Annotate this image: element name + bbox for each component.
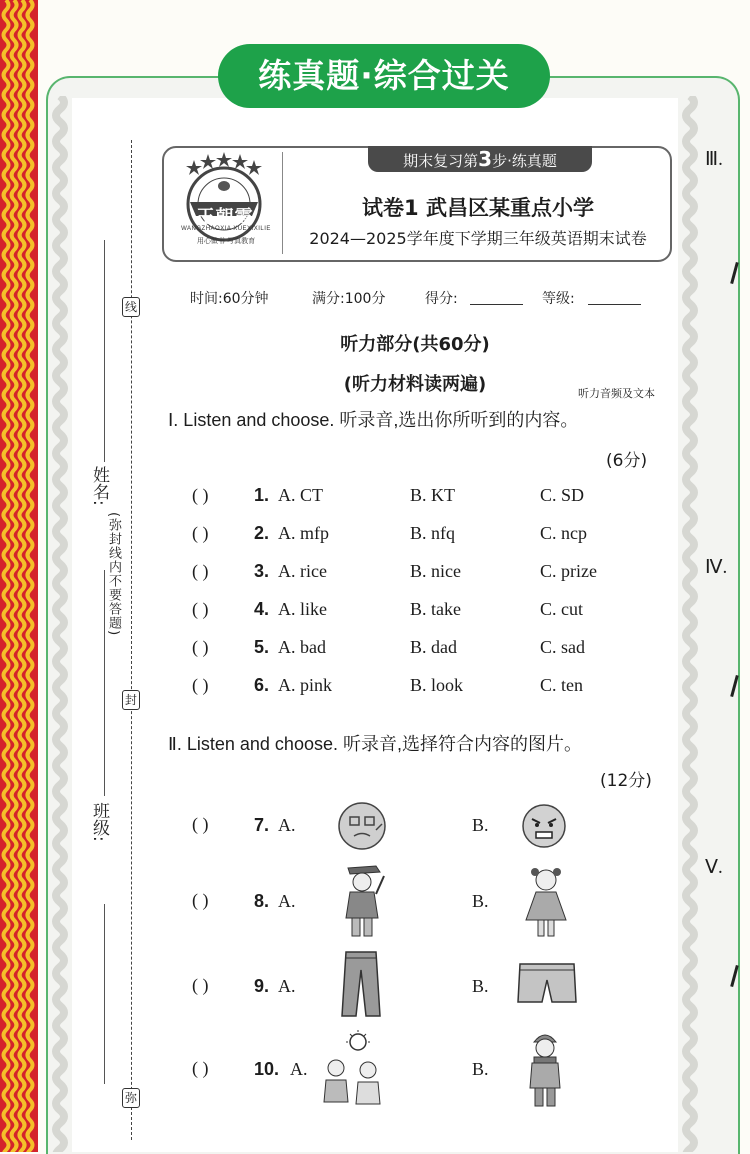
class-field[interactable]: [104, 570, 105, 796]
tab-suffix: 步·练真题: [492, 152, 557, 170]
option-a: A.: [278, 976, 296, 996]
answer-paren[interactable]: ( ): [192, 599, 209, 619]
answer-paren[interactable]: ( ): [192, 890, 209, 910]
option-b: B. look: [410, 675, 464, 695]
part1-heading: Ⅰ. Listen and choose. 听录音,选出你所听到的内容。: [168, 410, 579, 430]
time-label: 时间:60分钟: [190, 291, 269, 307]
part-marker-4: Ⅳ.: [705, 557, 728, 578]
question-number: 6.: [254, 675, 270, 695]
seam-mi-mark: 弥: [122, 1088, 140, 1108]
decorative-ribbon: [0, 0, 38, 1152]
option-b: B. nice: [410, 561, 461, 581]
question-number: 2.: [254, 523, 270, 543]
score-label: 得分:: [425, 291, 458, 307]
option-a: A. mfp: [278, 523, 329, 543]
logo-slogan: 用心做书 写真教育: [196, 237, 256, 245]
trousers-picture: [338, 950, 384, 1020]
right-wavy-edge: [678, 96, 702, 1152]
logo-ring-text: WANGZHAOXIA XUEXIXILIE: [181, 226, 271, 232]
option-b: B.: [472, 891, 489, 911]
audio-text-link[interactable]: 听力音频及文本: [578, 387, 655, 400]
option-c: C. prize: [540, 561, 597, 581]
option-c: C. ten: [540, 675, 583, 695]
option-a: A.: [278, 815, 296, 835]
option-a: A. rice: [278, 561, 327, 581]
seam-seal-mark: 封: [122, 690, 140, 710]
question-number: 8.: [254, 891, 270, 911]
question-number: 4.: [254, 599, 270, 619]
answer-paren[interactable]: ( ): [192, 561, 209, 581]
name-label: 姓名:: [89, 466, 109, 506]
grade-field[interactable]: [588, 304, 641, 305]
boy-costume-picture: [340, 862, 386, 942]
left-wavy-edge: [48, 96, 72, 1152]
option-a: A. pink: [278, 675, 332, 695]
option-a: A. bad: [278, 637, 326, 657]
question-number: 3.: [254, 561, 270, 581]
option-b: B.: [472, 976, 489, 996]
binding-dashed-line: [131, 140, 132, 1140]
answer-paren[interactable]: ( ): [192, 975, 209, 995]
question-number: 7.: [254, 815, 270, 835]
score-field[interactable]: [470, 304, 523, 305]
option-c: C. sad: [540, 637, 585, 657]
shorts-picture: [516, 962, 578, 1006]
option-a: A.: [278, 891, 296, 911]
section-banner: 练真题·综合过关: [218, 44, 550, 108]
review-step-tab: [368, 146, 592, 172]
option-c: C. ncp: [540, 523, 587, 543]
option-a: A. like: [278, 599, 327, 619]
answer-paren[interactable]: ( ): [192, 675, 209, 695]
answer-paren[interactable]: ( ): [192, 814, 209, 834]
listening-note: (听力材料读两遍): [343, 374, 487, 395]
angry-face-picture: [520, 802, 568, 850]
sick-face-picture: [336, 800, 388, 852]
header-divider: [282, 152, 283, 254]
part-marker-3: Ⅲ.: [705, 149, 723, 170]
option-b: B. KT: [410, 485, 455, 505]
question-number: 5.: [254, 637, 270, 657]
paper-subtitle: 2024—2025学年度下学期三年级英语期末试卷: [309, 229, 647, 248]
option-a: A.: [290, 1059, 308, 1079]
question-number: 1.: [254, 485, 270, 505]
logo-name: 王朝霞: [196, 207, 254, 228]
cold-weather-kid-picture: [524, 1030, 566, 1110]
tab-step: 3: [478, 147, 493, 171]
paper-title: 试卷1 武昌区某重点小学: [362, 196, 594, 220]
tab-prefix: 期末复习第: [403, 152, 479, 170]
answer-paren[interactable]: ( ): [192, 637, 209, 657]
girl-dress-picture: [522, 864, 570, 944]
part-marker-5: Ⅴ.: [705, 857, 723, 878]
full-score-label: 满分:100分: [312, 291, 386, 307]
part1-score: (6分): [606, 451, 648, 471]
answer-paren[interactable]: ( ): [192, 485, 209, 505]
answer-paren[interactable]: ( ): [192, 523, 209, 543]
extra-field-line: [104, 904, 105, 1084]
option-b: B. dad: [410, 637, 457, 657]
class-label: 班级:: [89, 802, 109, 842]
question-number: 10.: [254, 1059, 280, 1079]
option-c: C. SD: [540, 485, 585, 505]
part2-heading: Ⅱ. Listen and choose. 听录音,选择符合内容的图片。: [168, 734, 582, 754]
grade-label: 等级:: [542, 291, 575, 307]
part2-score: (12分): [600, 771, 652, 791]
seam-line-mark: 线: [122, 297, 140, 317]
option-a: A. CT: [278, 485, 323, 505]
option-b: B. nfq: [410, 523, 455, 543]
option-b: B. take: [410, 599, 461, 619]
hot-weather-kids-picture: [318, 1030, 388, 1110]
answer-paren[interactable]: ( ): [192, 1058, 209, 1078]
name-field[interactable]: [104, 240, 105, 462]
option-c: C. cut: [540, 599, 583, 619]
option-b: B.: [472, 815, 489, 835]
option-b: B.: [472, 1059, 489, 1079]
binding-note: (弥封线内不要答题): [106, 512, 121, 637]
question-number: 9.: [254, 976, 270, 996]
listening-section-title: 听力部分(共60分): [340, 334, 490, 355]
